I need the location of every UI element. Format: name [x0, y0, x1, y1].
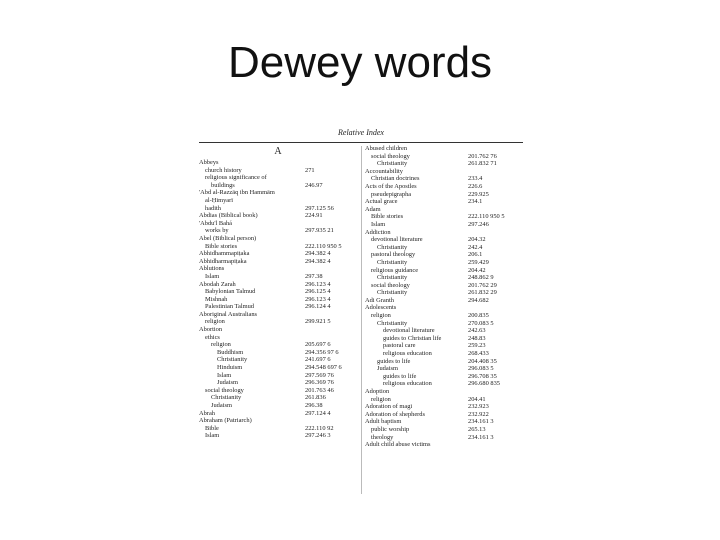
- index-entry: [365, 411, 523, 419]
- index-number: 294.382 4: [305, 250, 331, 258]
- index-term: religion: [371, 395, 391, 403]
- index-term: hadith: [205, 204, 221, 212]
- index-number: 261.832 29: [468, 289, 497, 297]
- index-number: 294.548 697 6: [305, 364, 342, 372]
- index-number: 201.762 76: [468, 152, 497, 160]
- index-number: 204.41: [468, 395, 486, 403]
- index-entry: [365, 251, 523, 259]
- index-entry: [199, 258, 357, 266]
- index-entry: [199, 432, 357, 440]
- index-term: Adult baptism: [365, 418, 402, 426]
- index-number: 248.83: [468, 334, 486, 342]
- index-term: religious education: [383, 350, 432, 358]
- index-entry: [365, 297, 523, 305]
- index-term: Abhidhammapiṭaka: [199, 250, 250, 258]
- index-term: devotional literature: [371, 236, 423, 244]
- index-number: 201.763 46: [305, 386, 334, 394]
- index-term: guides to life: [377, 357, 411, 365]
- index-term: guides to Christian life: [383, 334, 442, 342]
- index-entry: [365, 426, 523, 434]
- index-number: 296.680 835: [468, 380, 500, 388]
- index-entry: [199, 379, 357, 387]
- index-entry: [365, 175, 523, 183]
- index-entry: [199, 281, 357, 289]
- index-term: social theology: [205, 386, 244, 394]
- index-term: church history: [205, 166, 242, 174]
- index-term: theology: [371, 433, 394, 441]
- index-term: Actual grace: [365, 198, 398, 206]
- index-entry: [199, 311, 357, 319]
- index-term: Acts of the Apostles: [365, 182, 417, 190]
- index-number: 204.42: [468, 266, 486, 274]
- index-term: Adult child abuse victims: [365, 441, 431, 449]
- index-term: Bible stories: [371, 213, 404, 221]
- index-term: Babylonian Talmud: [205, 288, 256, 296]
- index-entry: [199, 341, 357, 349]
- index-term: Abortion: [199, 326, 223, 334]
- index-entry: [199, 182, 357, 190]
- index-entry: [199, 205, 357, 213]
- index-term: Christianity: [377, 319, 408, 327]
- index-term: Christianity: [377, 243, 408, 251]
- index-term: works by: [205, 227, 229, 235]
- index-number: 234.161 3: [468, 418, 494, 426]
- index-number: 246.97: [305, 181, 323, 189]
- index-term: Judaism: [377, 365, 398, 373]
- index-term: Abdias (Biblical book): [199, 212, 258, 220]
- index-number: 234.1: [468, 198, 483, 206]
- index-term: public worship: [371, 425, 410, 433]
- index-term: Abel (Biblical person): [199, 234, 257, 242]
- header-rule: [199, 142, 523, 143]
- index-number: 241.697 6: [305, 356, 331, 364]
- index-entry: [365, 198, 523, 206]
- index-term: pastoral care: [383, 342, 416, 350]
- index-number: 297.246: [468, 220, 489, 228]
- index-entry: [365, 236, 523, 244]
- index-entry: [365, 168, 523, 176]
- index-entry: [365, 259, 523, 267]
- index-number: 204.408 35: [468, 357, 497, 365]
- index-entry: [365, 267, 523, 275]
- index-entry: [199, 265, 357, 273]
- index-entry: [365, 434, 523, 442]
- index-number: 299.921 5: [305, 318, 331, 326]
- index-entry: [199, 349, 357, 357]
- index-term: religious guidance: [371, 266, 419, 274]
- index-number: 234.161 3: [468, 433, 494, 441]
- index-term: Accountability: [365, 167, 403, 175]
- index-term: Christianity: [217, 356, 248, 364]
- index-entry: [365, 365, 523, 373]
- index-entry: [199, 235, 357, 243]
- index-entry: [199, 243, 357, 251]
- index-entry: [365, 396, 523, 404]
- index-entry: [365, 335, 523, 343]
- index-entry: [199, 212, 357, 220]
- index-entry: [365, 153, 523, 161]
- index-term: Christianity: [211, 394, 242, 402]
- index-entry: [199, 425, 357, 433]
- index-number: 294.682: [468, 296, 489, 304]
- index-term: Judaism: [211, 402, 232, 409]
- index-number: 296.124 4: [305, 303, 331, 311]
- index-entry: [365, 312, 523, 320]
- index-entry: [365, 282, 523, 290]
- index-term: Christianity: [377, 274, 408, 282]
- index-number: 296.369 76: [305, 379, 334, 387]
- index-entry: [365, 244, 523, 252]
- index-term: Islam: [205, 272, 220, 280]
- index-number: 297.935 21: [305, 227, 334, 235]
- index-entry: [199, 303, 357, 311]
- index-entry: [199, 364, 357, 372]
- index-number: 297.569 76: [305, 371, 334, 379]
- index-number: 232.923: [468, 403, 489, 411]
- index-number: 270.083 5: [468, 319, 494, 327]
- index-entry: [199, 356, 357, 364]
- index-entry: [365, 221, 523, 229]
- index-term: Adi Granth: [365, 296, 394, 304]
- index-number: 296.083 5: [468, 365, 494, 373]
- index-entry: [365, 206, 523, 214]
- index-term: Abhidharmapiṭaka: [199, 257, 247, 265]
- index-term: Christianity: [377, 160, 408, 168]
- index-term: Abbeys: [199, 159, 219, 166]
- index-term: 'Abd al-Razzāq ibn Hammām: [199, 189, 275, 197]
- column-divider: [361, 146, 362, 494]
- index-term: devotional literature: [383, 327, 435, 335]
- index-entry: [199, 387, 357, 395]
- index-number: 294.356 97 6: [305, 348, 339, 356]
- index-entry: [365, 213, 523, 221]
- index-entry: [199, 273, 357, 281]
- index-entry: [199, 334, 357, 342]
- index-entry: [365, 304, 523, 312]
- index-entry: [199, 402, 357, 410]
- index-term: Abodah Zarah: [199, 280, 236, 288]
- index-entry: [199, 189, 357, 197]
- index-entry: [365, 327, 523, 335]
- index-number: 271: [305, 166, 315, 174]
- index-number: 224.91: [305, 212, 323, 220]
- index-number: 296.123 4: [305, 280, 331, 288]
- index-term: Aboriginal Australians: [199, 310, 258, 318]
- index-term: Judaism: [217, 379, 238, 387]
- index-number: 268.433: [468, 350, 489, 358]
- index-number: 242.63: [468, 327, 486, 335]
- index-number: 296.125 4: [305, 288, 331, 296]
- section-letter: A: [274, 146, 282, 157]
- index-entry: [365, 373, 523, 381]
- index-term: social theology: [371, 152, 410, 160]
- index-number: 242.4: [468, 243, 483, 251]
- index-entry: [199, 394, 357, 402]
- index-term: guides to life: [383, 372, 417, 380]
- index-entry: [365, 191, 523, 199]
- index-number: 297.125 56: [305, 204, 334, 212]
- index-term: Bible: [205, 424, 219, 432]
- index-term: Adoption: [365, 388, 390, 395]
- index-term: Christian doctrines: [371, 175, 420, 183]
- index-number: 232.922: [468, 410, 489, 418]
- index-number: 265.13: [468, 425, 486, 433]
- index-term: Adoration of shepherds: [365, 410, 425, 418]
- index-entry: [365, 229, 523, 237]
- index-term: Abraham (Patriarch): [199, 417, 252, 425]
- index-number: 261.832 71: [468, 160, 497, 168]
- index-term: religious education: [383, 380, 432, 388]
- index-entry: [365, 289, 523, 297]
- index-number: 222.110 950 5: [305, 242, 342, 250]
- index-term: 'Abdu'l Bahá: [199, 219, 233, 227]
- index-number: 294.382 4: [305, 257, 331, 265]
- index-entry: [365, 145, 523, 153]
- index-term: Adam: [365, 205, 381, 213]
- index-term: Mishnah: [205, 295, 228, 303]
- index-term: religious significance of: [205, 174, 267, 182]
- index-number: 297.124 4: [305, 409, 331, 417]
- index-term: buildings: [211, 181, 235, 189]
- index-entry: [199, 174, 357, 182]
- index-entry: [199, 220, 357, 228]
- scanned-index-page: [199, 128, 523, 496]
- index-column-left: [199, 145, 357, 440]
- index-entry: [199, 288, 357, 296]
- index-column-right: [365, 145, 523, 449]
- index-entry: [199, 296, 357, 304]
- index-number: 206.1: [468, 251, 483, 259]
- index-term: social theology: [371, 281, 410, 289]
- index-term: ethics: [205, 333, 220, 341]
- index-number: 200.835: [468, 312, 489, 320]
- index-entry: [365, 342, 523, 350]
- index-term: pastoral theology: [371, 251, 416, 259]
- index-term: Christianity: [377, 289, 408, 297]
- index-number: 226.6: [468, 182, 483, 190]
- running-head: Relative Index: [338, 128, 384, 137]
- index-number: 233.4: [468, 175, 483, 183]
- index-number: 222.110 92: [305, 424, 334, 432]
- index-term: Adoration of magi: [365, 403, 413, 411]
- index-entry: [199, 318, 357, 326]
- index-term: Hinduism: [217, 364, 243, 372]
- index-number: 205.697 6: [305, 341, 331, 349]
- index-term: Islam: [205, 432, 220, 440]
- index-number: 297.246 3: [305, 432, 331, 440]
- index-number: 296.708 35: [468, 372, 497, 380]
- index-entry: [365, 320, 523, 328]
- index-term: Palestinian Talmud: [205, 303, 254, 311]
- index-entry: [199, 417, 357, 425]
- index-term: al-Ḥimyarī: [205, 196, 234, 204]
- index-entry: [199, 410, 357, 418]
- index-number: 296.38: [305, 402, 323, 409]
- index-term: Adolescents: [365, 304, 397, 312]
- index-term: Abused children: [365, 145, 408, 152]
- index-number: 229.925: [468, 190, 489, 198]
- index-term: religion: [371, 312, 391, 320]
- index-term: Buddhism: [217, 348, 244, 356]
- index-term: religion: [205, 318, 225, 326]
- index-term: Ablutions: [199, 265, 225, 273]
- index-term: Islam: [217, 371, 232, 379]
- index-number: 248.862 9: [468, 274, 494, 282]
- index-term: pseudepigrapha: [371, 190, 412, 198]
- index-term: Bible stories: [205, 242, 238, 250]
- index-entry: [199, 227, 357, 235]
- index-entry: [199, 197, 357, 205]
- index-entry: [365, 160, 523, 168]
- index-entry: [199, 326, 357, 334]
- index-number: 296.123 4: [305, 295, 331, 303]
- index-term: Addiction: [365, 228, 391, 236]
- index-number: 201.762 29: [468, 281, 497, 289]
- index-term: Abrah: [199, 409, 215, 417]
- index-entry: [365, 441, 523, 449]
- index-number: 297.38: [305, 272, 323, 280]
- index-number: 204.32: [468, 236, 486, 244]
- index-term: religion: [211, 341, 231, 349]
- index-entry: [199, 372, 357, 380]
- index-entry: [365, 418, 523, 426]
- index-entry: [199, 159, 357, 167]
- index-entry: [199, 167, 357, 175]
- index-entry: [365, 274, 523, 282]
- index-number: 259.23: [468, 342, 486, 350]
- index-entry: [365, 388, 523, 396]
- slide-title: Dewey words: [227, 38, 493, 87]
- index-number: 259.429: [468, 258, 489, 266]
- index-entry: [365, 350, 523, 358]
- index-entry: [365, 183, 523, 191]
- index-entry: [365, 403, 523, 411]
- index-entry: [365, 380, 523, 388]
- index-term: Islam: [371, 220, 386, 228]
- index-number: 222.110 950 5: [468, 213, 505, 221]
- index-entry: [365, 358, 523, 366]
- index-term: Christianity: [377, 258, 408, 266]
- index-entry: [199, 250, 357, 258]
- index-number: 261.836: [305, 394, 326, 402]
